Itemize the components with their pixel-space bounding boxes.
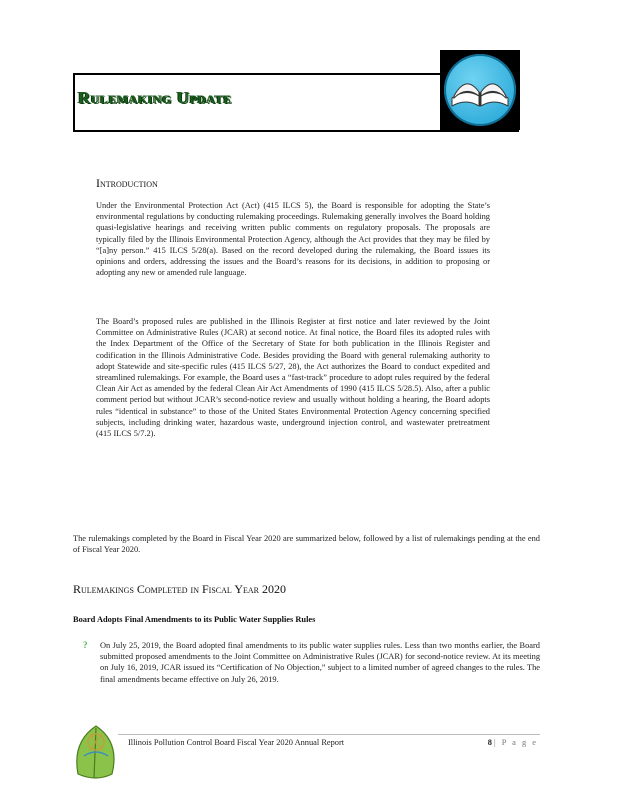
bullet-marker: ? — [83, 640, 88, 650]
introduction-heading: Introduction — [96, 176, 158, 190]
open-book-icon — [444, 54, 516, 126]
board-logo-icon — [70, 712, 122, 784]
completed-subheading: Board Adopts Final Amendments to its Public Water Supplies Rules — [73, 615, 316, 624]
footer-page-number — [488, 738, 538, 747]
page-number: 8 — [487, 738, 492, 747]
page-label: | P a g e — [493, 738, 538, 747]
footer-report-title: Illinois Pollution Control Board Fiscal Year 2020 Annual Report — [128, 738, 345, 747]
banner-title: Rulemaking Update — [78, 88, 232, 107]
footer-divider — [118, 734, 540, 735]
intro-paragraph-2: The Board’s proposed rules are published in the Illinois Register at first notice and later reviewed by the Joint Committee on Administrative Rules (JCAR) at second notice. At final notice, the Board files its adopted rules with the Index Department of the Office of the Secretary of State for both publication in the Illinois Register and codification in the Illinois Administrative Code. Besides providing the Board with general rulemaking authority to adopt Statewide and site-specific rules (415 ILCS 5/27, 28), the Act authorizes the Board to conduct expedited and streamlined rulemakings. For example, the Board uses a “fast-track” procedure to adopt rules required by the federal Clean Air Act as amended by the federal Clean Air Act Amendments of 1990 (415 ILCS 5/28.5). Also, after a public comment period but without JCAR’s second-notice review and usually without holding a hearing, the Board adopts rules “identical in substance” to those of the United States Environmental Protection Agency concerning specified subjects, including drinking water, hazardous waste, underground injection control, and wastewater pretreatment (415 ILCS 5/7.2). — [96, 317, 490, 439]
completed-item-1: On July 25, 2019, the Board adopted final amendments to its public water supplies rules. Less than two months earlier, the Board submitted proposed amendments to the Joint Committee on Administrative Rules (JCAR) for second-notice review. At its meeting on July 16, 2019, JCAR issued its “Certification of No Objection,” subject to a limited number of agreed changes to the rules. The final amendments became effective on July 26, 2019. — [100, 641, 540, 684]
completed-heading: Rulemakings Completed in Fiscal Year 2020 — [73, 582, 287, 596]
intro-paragraph-1: Under the Environmental Protection Act (Act) (415 ILCS 5), the Board is responsible for adopting the State’s environmental regulations by conducting rulemaking proceedings. Rulemaking generally involves the Board holding quasi-legislative hearings and receiving written public comments on regulatory proposals. The proposals are typically filed by the Illinois Environmental Protection Agency, although the Act provides that they may be filed by “[a]ny person.” 415 ILCS 5/28(a). Based on the record developed during the rulemaking, the Board issues its opinions and orders, addressing the issues and the Board’s reasons for its decisions, in addition to proposing or adopting any new or amended rule language. — [96, 201, 490, 278]
summary-paragraph: The rulemakings completed by the Board in Fiscal Year 2020 are summarized below, followed by a list of rulemakings pending at the end of Fiscal Year 2020. — [73, 534, 540, 555]
